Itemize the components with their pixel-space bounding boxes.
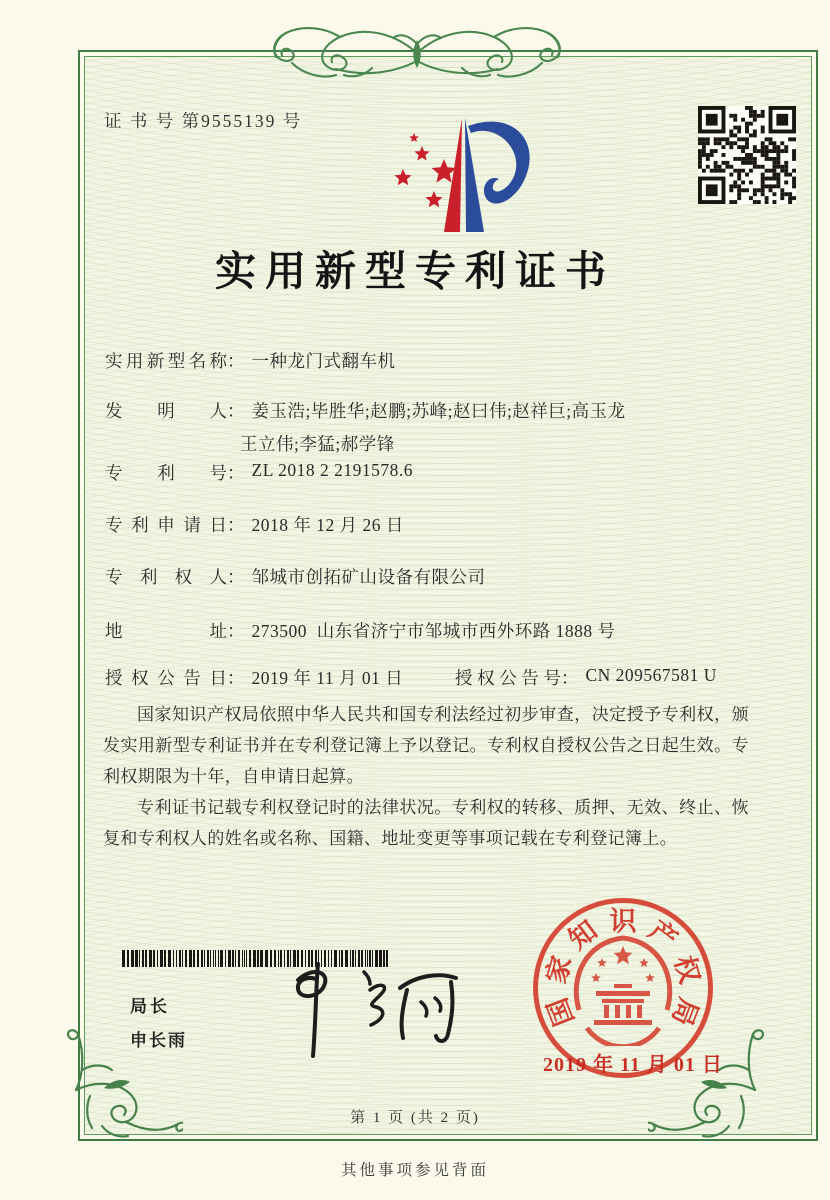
officer-name: 申长雨 <box>130 1031 187 1050</box>
seal-char: 知 <box>563 914 603 955</box>
field-value: 273500 山东省济宁市邹城市西外环路 1888 号 <box>251 621 616 641</box>
field-label: 地址 <box>105 621 227 641</box>
seal-char: 识 <box>609 906 637 937</box>
logo-p-bowl <box>468 122 530 204</box>
paragraph-grant-statement: 国家知识产权局依照中华人民共和国专利法经过初步审查，决定授予专利权，颁发实用新型专利证书并在专利登记簿上予以登记。专利权自授权公告之日起生效。专利权期限为十年，自申请日起算。 <box>103 705 749 786</box>
field-value: 一种龙门式翻车机 <box>251 351 396 371</box>
officer-title: 局长 <box>130 997 170 1016</box>
back-side-note: 其他事项参见背面 <box>340 1162 489 1179</box>
center-leaf-icon <box>413 40 421 68</box>
legal-paragraphs <box>103 699 749 854</box>
field-row-filing-date: 专利申请日 ： 2018 年 12 月 26 日 <box>105 512 404 537</box>
field-row-grant-no: 授权公告号 ： CN 209567581 U <box>455 665 717 688</box>
field-value: 2018 年 12 月 26 日 <box>251 515 404 535</box>
certificate-number: 证 书 号 第9555139 号 <box>104 111 303 131</box>
field-label: 实用新型名称 <box>105 351 227 371</box>
cnipa-logo-icon <box>378 110 533 243</box>
field-value: 2019 年 11 月 01 日 <box>251 668 404 688</box>
field-value: 邹城市创拓矿山设备有限公司 <box>251 567 486 587</box>
star-icon <box>409 133 419 142</box>
field-row-patentee: 专利权人 ： 邹城市创拓矿山设备有限公司 <box>105 564 486 589</box>
logo-blue-spire <box>465 118 484 232</box>
star-icon <box>425 191 442 207</box>
page-number: 第 1 页 (共 2 页) <box>350 1110 480 1126</box>
seal-date: 2019 年 11 月 01 日 <box>543 1054 723 1076</box>
paragraph-register-statement: 专利证书记载专利权登记时的法律状况。专利权的转移、质押、无效、终止、恢复和专利权人的姓名或名称、国籍、地址变更等事项记载在专利登记簿上。 <box>103 798 749 848</box>
field-row-address: 地址 ： 273500 山东省济宁市邹城市西外环路 1888 号 <box>105 618 616 643</box>
field-label: 授权公告号 <box>455 668 561 688</box>
seal-char: 国 <box>542 993 580 1030</box>
seal-char: 权 <box>668 952 706 987</box>
star-icon <box>394 169 411 185</box>
seal-char: 局 <box>666 993 704 1030</box>
star-icon <box>414 146 429 161</box>
field-value: ZL 2018 2 2191578.6 <box>251 460 413 480</box>
field-row-name: 实用新型名称 ： 一种龙门式翻车机 <box>105 348 396 373</box>
field-value-line2: 王立伟;李猛;郝学锋 <box>240 434 395 454</box>
certificate-title: 实用新型专利证书 <box>215 248 615 294</box>
top-scroll-ornament-icon <box>232 20 602 86</box>
field-row-patent-no: 专利号 ： ZL 2018 2 2191578.6 <box>105 460 413 483</box>
qr-code <box>698 106 796 204</box>
field-label: 专利号 <box>105 463 227 483</box>
field-row-grant-date: 授权公告日 ： 2019 年 11 月 01 日 <box>105 665 403 690</box>
national-emblem-icon <box>564 924 682 1051</box>
field-value: 姜玉浩;毕胜华;赵鹏;苏峰;赵曰伟;赵祥巨;高玉龙 <box>251 401 626 421</box>
officer-signature-icon <box>258 956 468 1065</box>
field-label: 专利权人 <box>105 567 227 587</box>
field-label: 授权公告日 <box>105 668 227 688</box>
seal-char: 产 <box>643 914 683 955</box>
seal-char: 家 <box>540 952 578 987</box>
field-row-inventors: 发明人 ： 姜玉浩;毕胜华;赵鹏;苏峰;赵曰伟;赵祥巨;高玉龙 <box>105 398 626 423</box>
field-label: 发明人 <box>105 401 227 421</box>
field-value: CN 209567581 U <box>585 665 717 685</box>
field-label: 专利申请日 <box>105 515 227 535</box>
